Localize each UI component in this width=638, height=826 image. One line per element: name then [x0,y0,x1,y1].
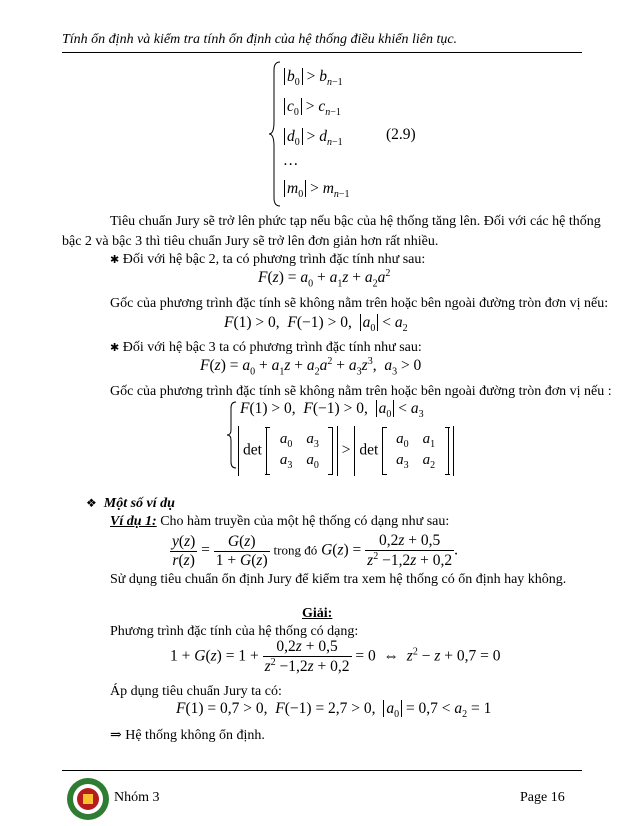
example-1-intro: Ví dụ 1: Cho hàm truyền của một hệ thống có dạng như sau: [110,514,450,529]
footer-rule [62,770,582,771]
inequality-c: $c_0 > c_{n-1}$ [284,98,341,118]
jury-2nd-order-condition: F(1) > 0, F(−1) > 0, $a_0 < a_2$ [224,314,408,335]
footer-group: Nhóm 3 [114,790,160,805]
characteristic-equation: 1 + G(z) = 1 + $\frac{0,2z + 0,5}{z^2 -1,2z + 0,2}$ = 0 ⇔ $z^2 - z + 0,7 = 0$ [170,638,501,676]
equation-label: (2.9) [386,126,416,143]
condition-text-2: Gốc của phương trình đặc tính sẽ không nằm trên hoặc bên ngoài đường tròn đơn vị nếu : [110,384,612,399]
inequality-m: $m_0 > m_{n-1}$ [284,180,350,200]
ellipsis: … [284,152,298,169]
transfer-function: $\frac{y(z)}{r(z)}$ = $\frac{G(z)}{1 + G(z)}$ trong đó G(z) = $\frac{0,2z + 0,5}{z^2 -1,2z + 0,2}$ . [172,532,458,570]
left-brace-icon [226,400,238,470]
inequality-b: $b_0 > b_{n-1}$ [284,68,343,88]
solution-title: Giải: [302,606,333,621]
university-logo-icon [66,777,110,821]
implies-arrow-icon: ⇒ [110,728,122,743]
usage-text: Sử dụng tiêu chuẩn ổn định Jury để kiểm tra xem hệ thống có ổn định hay không. [110,572,567,587]
system-2-9 [268,60,468,210]
jury-3rd-line-2: det $a_0$ $a_3$ $a_3$ $a_0$ > det $a_0$ $a_1$ $a_3$ $a_2$ [238,426,454,476]
diamond-bullet-icon: ❖ [86,496,97,510]
conclusion: ⇒ Hệ thống không ổn định. [110,728,265,743]
char-eq-2nd-order: $F(z) = a_0 + a_1z + a_2a^2$ [258,268,391,290]
section-examples: ❖ Một số ví dụ [86,496,175,511]
paragraph-line-1: Tiêu chuẩn Jury sẽ trở lên phức tạp nếu bậc của hệ thống tăng lên. Đối với các hệ thống [110,214,601,229]
asterisk-bullet-icon: ✱ [110,254,120,266]
apply-text: Áp dụng tiêu chuẩn Jury ta có: [110,684,282,699]
footer-page: Page 16 [520,790,565,805]
jury-3rd-order-condition [226,400,526,472]
condition-text-1: Gốc của phương trình đặc tính sẽ không nằm trên hoặc bên ngoài đường tròn đơn vị nếu: [110,296,609,311]
page-header: Tính ổn định và kiểm tra tính ổn định của hệ thống điều khiển liên tục. [62,32,458,47]
bullet-second-order: ✱ Đối với hệ bậc 2, ta có phương trình đặc tính như sau: [110,252,426,267]
jury-check-result: F(1) = 0,7 > 0, F(−1) = 2,7 > 0, $a_0 = 0,7 < a_2 = 1$ [176,700,492,721]
left-brace-icon [268,60,282,208]
bullet-third-order: ✱ Đối với hệ bậc 3 ta có phương trình đặc tính như sau: [110,340,422,355]
inequality-d: $d_0 > d_{n-1}$ [284,128,343,148]
char-eq-text: Phương trình đặc tính của hệ thống có dạng: [110,624,359,639]
jury-3rd-line-1: F(1) > 0, F(−1) > 0, $a_0 < a_3$ [240,400,424,421]
asterisk-bullet-icon: ✱ [110,342,120,354]
char-eq-3rd-order: $F(z) = a_0 + a_1z + a_2a^2 + a_3z^3$, $a_3 > 0$ [200,356,422,378]
paragraph-line-2: bậc 2 và bậc 3 thì tiêu chuẩn Jury sẽ trở lên đơn giản hơn rất nhiều. [62,234,439,249]
header-rule [62,52,582,53]
